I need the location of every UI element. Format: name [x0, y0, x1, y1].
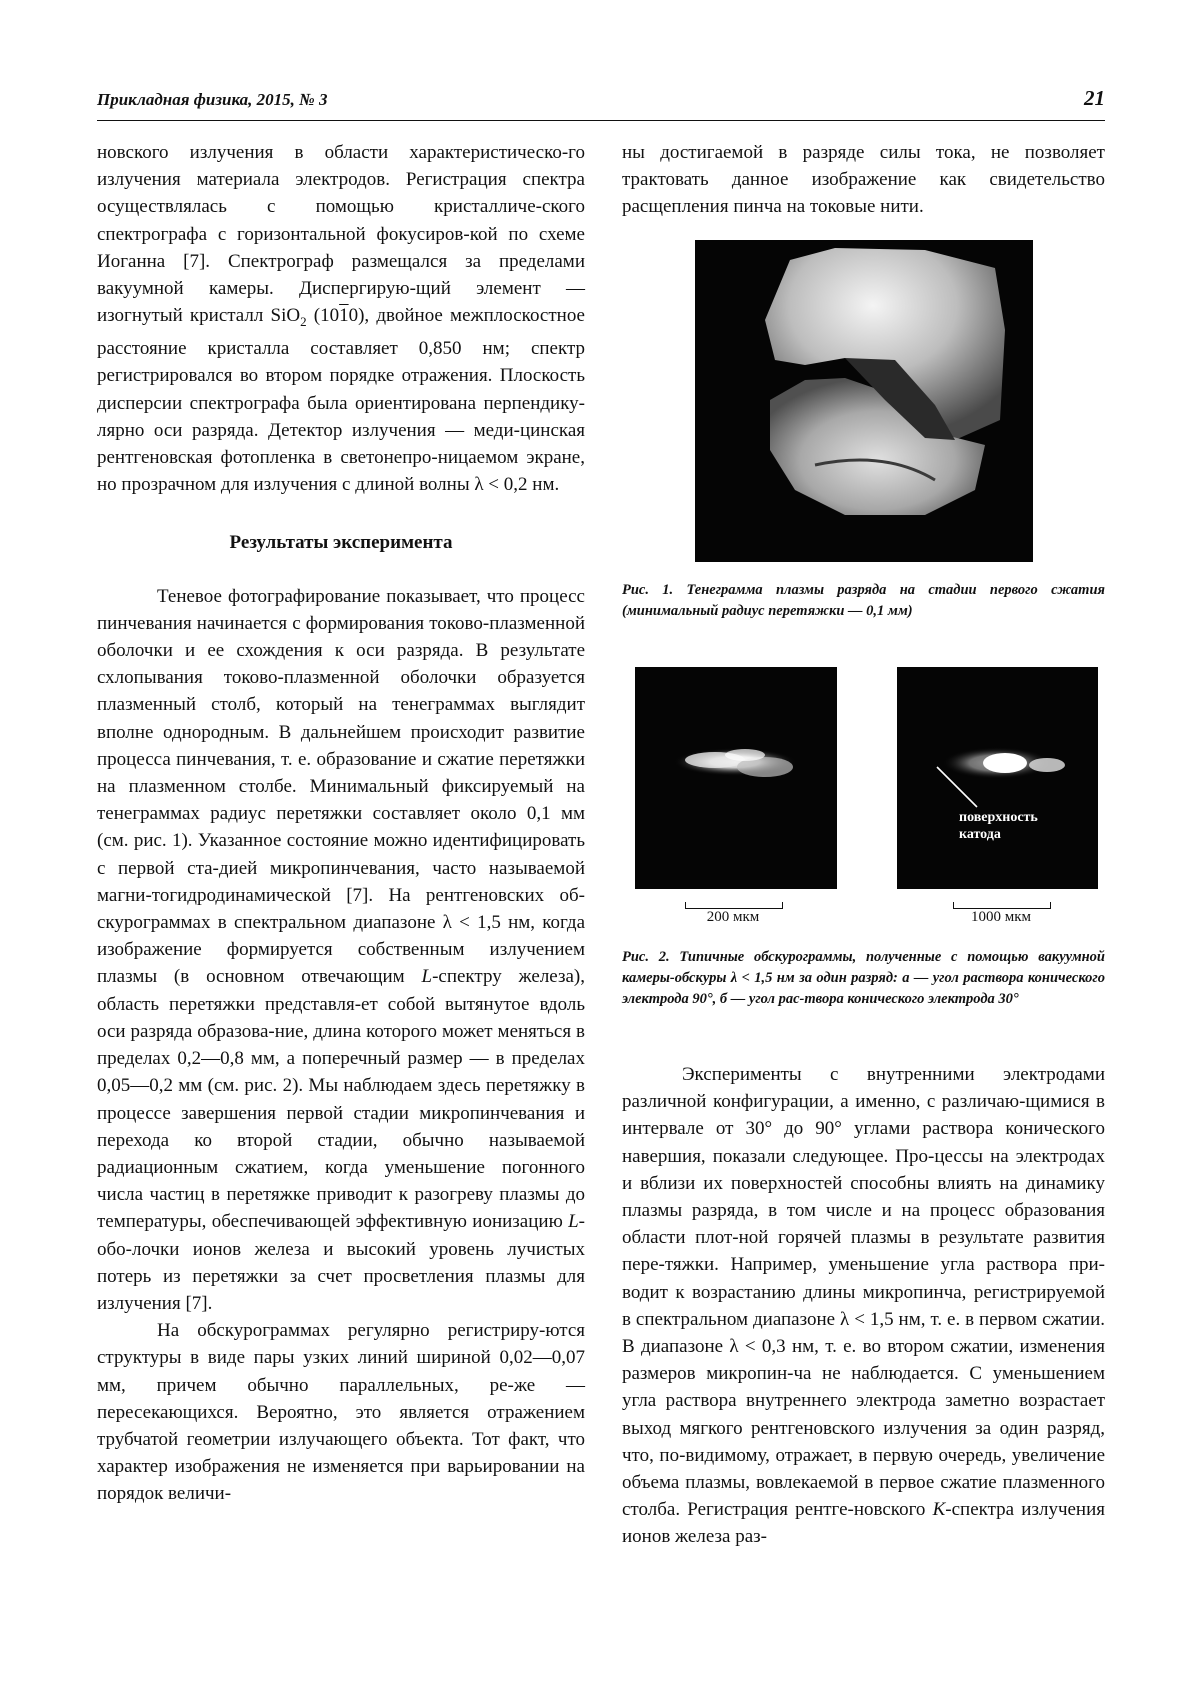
page-number: 21 [1084, 86, 1105, 110]
journal-title: Прикладная физика, 2015, № 3 [97, 90, 328, 109]
figure-1 [695, 240, 1033, 562]
figure-2b [897, 667, 1098, 889]
right-column-bottom [622, 1061, 1105, 1551]
figure-2-caption: Рис. 2. Типичные обскурограммы, полученные с помощью вакуумной камеры-обскуры λ < 1,5 нм за один разряд: а — угол раствора конического электрода 90°, б — угол рас-твора конического электрода 30° [622, 949, 1105, 1007]
paragraph-obscurograms: На обскурограммах регулярно регистриру-ются структуры в виде пары узких линий шириной 0,02—0,07 мм, причем обычно параллельных, ре-же — пересекающихся. Вероятно, это является отражением трубчатой геометрии излучающего объекта. Тот факт, что характер изображения не изменяется при варьировании на порядок величи- [97, 1320, 585, 1505]
cathode-surface-label: поверхность катода [959, 810, 1038, 842]
section-title: Результаты эксперимента [229, 532, 453, 554]
figure-2a [635, 667, 837, 889]
scale-label-b: 1000 мкм [970, 909, 1032, 925]
shadowgram-image [695, 240, 1033, 562]
left-column [97, 139, 585, 1508]
scale-bar-b [953, 902, 1051, 909]
subscript-2: 2 [300, 314, 307, 330]
figure-1-caption: Рис. 1. Тенеграмма плазмы разряда на стадии первого сжатия (минимальный радиус перетяжки — 0,1 мм) [622, 582, 1105, 619]
obscurogram-b-image [897, 667, 1098, 889]
obscurogram-a-image [635, 667, 837, 889]
paragraph-spectrograph: новского излучения в области характеристическо-го излучения материала электродов. Регистрация спектра осуществлялась с помощью кристалличе-ского спектрографа с горизонтальной фокусиров-кой по схеме Иоганна [7]. Спектрограф размещался за пределами вакуумной камеры. Диспергирую-щий элемент — изогнутый кристалл SiO$_2$ (1010), двойное межплоскостное расстояние кристалла составляет 0,850 нм; спектр регистрировался во втором порядке отражения. Плоскость дисперсии спектрографа была ориентирована перпендику-лярно оси разряда. Детектор излучения — меди-цинская рентгеновская фотопленка в светонепро-ницаемом экране, но прозрачном для излучения с длиной волны λ < 0,2 нм. [97, 142, 585, 496]
right-column-top [622, 139, 1105, 221]
paragraph-results: Теневое фотографирование показывает, что процесс пинчевания начинается с формирования токово-плазменной оболочки и ее схождения к оси разряда. В результате схлопывания токово-плазменной оболочки образуется плазменный столб, который на тенеграммах выглядит вполне однородным. В дальнейшем происходит развитие процесса пинчевания, т. е. образование и сжатие перетяжки на плазменном столбе. Минимальный фиксируемый на тенеграммах радиус перетяжки составляет около 0,1 мм (см. рис. 1). Указанное состояние можно идентифицировать с первой ста-дией микропинчевания, часто называемой магни-тогидродинамической [7]. На рентгеновских об-скурограммах в спектральном диапазоне λ < 1,5 нм, когда изображение формируется собственным излучением плазмы (в основном отвечающим L-спектру железа), область перетяжки представля-ет собой вытянутое вдоль оси разряда образова-ние, длина которого может меняться в пределах 0,2—0,8 мм, а поперечный размер — в пределах 0,05—0,2 мм (см. рис. 2). Мы наблюдаем здесь перетяжку в процессе завершения первой стадии микропинчевания и перехода ко второй стадии, обычно называемой радиационным сжатием, когда уменьшение погонного числа частиц в перетяжке приводит к разогреву плазмы до температуры, обеспечивающей эффективную ионизацию L-обо-лочки ионов железа и высокий уровень лучистых потерь из перетяжки за счет просветления плазмы для излучения [7]. [97, 585, 585, 1314]
running-header [97, 86, 1105, 121]
miller-index: (1010), [313, 305, 370, 327]
scale-label-a: 200 мкм [706, 909, 760, 925]
paragraph-electrodes: Эксперименты с внутренними электродами различной конфигурации, а именно, с различаю-щимися в интервале от 30° до 90° углами раствора конического навершия, показали следующее. Про-цессы на электродах и вблизи их поверхностей способны влиять на динамику плазмы разряда, в том числе и на процесс образования области плот-ной горячей плазмы в результате развития пере-тяжки. Например, уменьшение угла раствора при-водит к возрастанию длины микропинча, регистрируемой в спектральном диапазоне λ < 1,5 нм, т. е. в первом сжатии. В диапазоне λ < 0,3 нм, т. е. во втором сжатии, изменения размеров микропин-ча не наблюдается. С уменьшением угла раствора внутреннего электрода заметно возрастает выход мягкого рентгеновского излучения за один разряд, что, по-видимому, отражает, в первую очередь, увеличение объема плазмы, вовлекаемой в первое сжатие плазменного столба. Регистрация рентге-новского K-спектра излучения ионов железа раз- [622, 1064, 1106, 1548]
paragraph-continuation: ны достигаемой в разряде силы тока, не позволяет трактовать данное изображение как свидетельство расщепления пинча на токовые нити. [622, 142, 1105, 218]
scale-bar-a [685, 902, 783, 909]
